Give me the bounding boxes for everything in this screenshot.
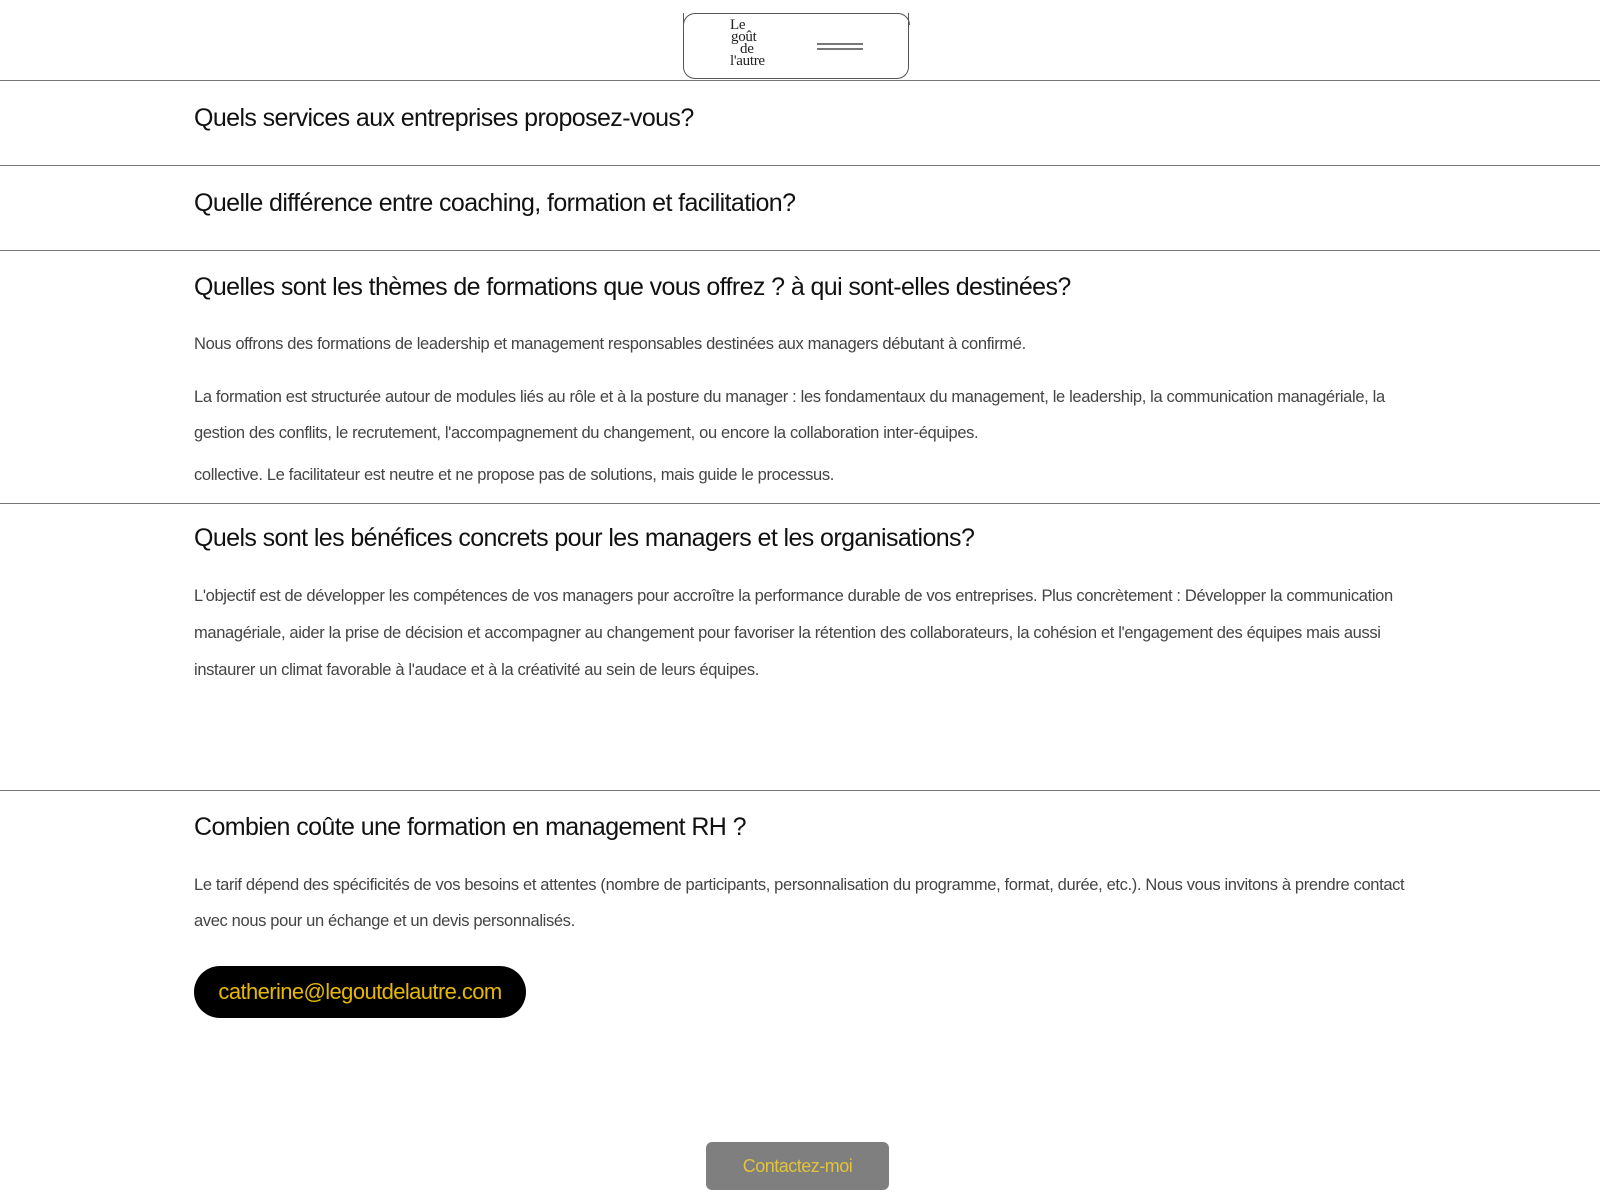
faq-answer-text: Le tarif dépend des spécificités de vos besoins et attentes (nombre de participants, personnalisation du programme, format, durée, etc.). Nous vous invitons à prendre contact (194, 876, 1405, 894)
divider (0, 165, 1600, 166)
faq-answer-text: Nous offrons des formations de leadership et management responsables destinées aux managers débutant à confirmé. (194, 335, 1026, 353)
faq-answer-text: collective. Le facilitateur est neutre et ne propose pas de solutions, mais guide le processus. (194, 466, 834, 484)
hamburger-menu-icon[interactable] (817, 43, 863, 51)
faq-question-services[interactable]: Quels services aux entreprises proposez-vous? (194, 104, 694, 132)
faq-answer-text: L'objectif est de développer les compétences de vos managers pour accroître la performance durable de vos entreprises. Plus concrètement : Développer la communication (194, 587, 1393, 605)
divider (0, 250, 1600, 251)
faq-answer-text: avec nous pour un échange et un devis personnalisés. (194, 912, 575, 930)
faq-question-cost[interactable]: Combien coûte une formation en management RH ? (194, 813, 746, 841)
logo-line: goût (731, 29, 757, 45)
header-bar (683, 13, 909, 79)
menu-bar (817, 48, 863, 50)
divider (0, 80, 1600, 81)
faq-answer-text: instaurer un climat favorable à l'audace et à la créativité au sein de leurs équipes. (194, 661, 759, 679)
logo-line: de (740, 41, 754, 57)
menu-bar (817, 43, 863, 45)
email-link[interactable]: catherine@legoutdelautre.com (194, 966, 526, 1018)
faq-answer-text: La formation est structurée autour de modules liés au rôle et à la posture du manager : les fondamentaux du management, le leadership, la communication managériale, la (194, 388, 1385, 406)
faq-answer-text: managériale, aider la prise de décision et accompagner au changement pour favoriser la rétention des collaborateurs, la cohésion et l'engagement des équipes mais aussi (194, 624, 1381, 642)
faq-question-benefits[interactable]: Quels sont les bénéfices concrets pour les managers et les organisations? (194, 524, 975, 552)
logo-line: l'autre (730, 53, 765, 69)
logo-line: Le (730, 17, 746, 33)
logo[interactable] (730, 19, 786, 67)
faq-question-themes[interactable]: Quelles sont les thèmes de formations que vous offrez ? à qui sont-elles destinées? (194, 273, 1071, 301)
faq-answer-text: gestion des conflits, le recrutement, l'accompagnement du changement, ou encore la collaboration inter-équipes. (194, 424, 979, 442)
divider (0, 790, 1600, 791)
divider (0, 503, 1600, 504)
contact-button[interactable]: Contactez-moi (706, 1142, 889, 1190)
faq-question-difference[interactable]: Quelle différence entre coaching, formation et facilitation? (194, 189, 796, 217)
